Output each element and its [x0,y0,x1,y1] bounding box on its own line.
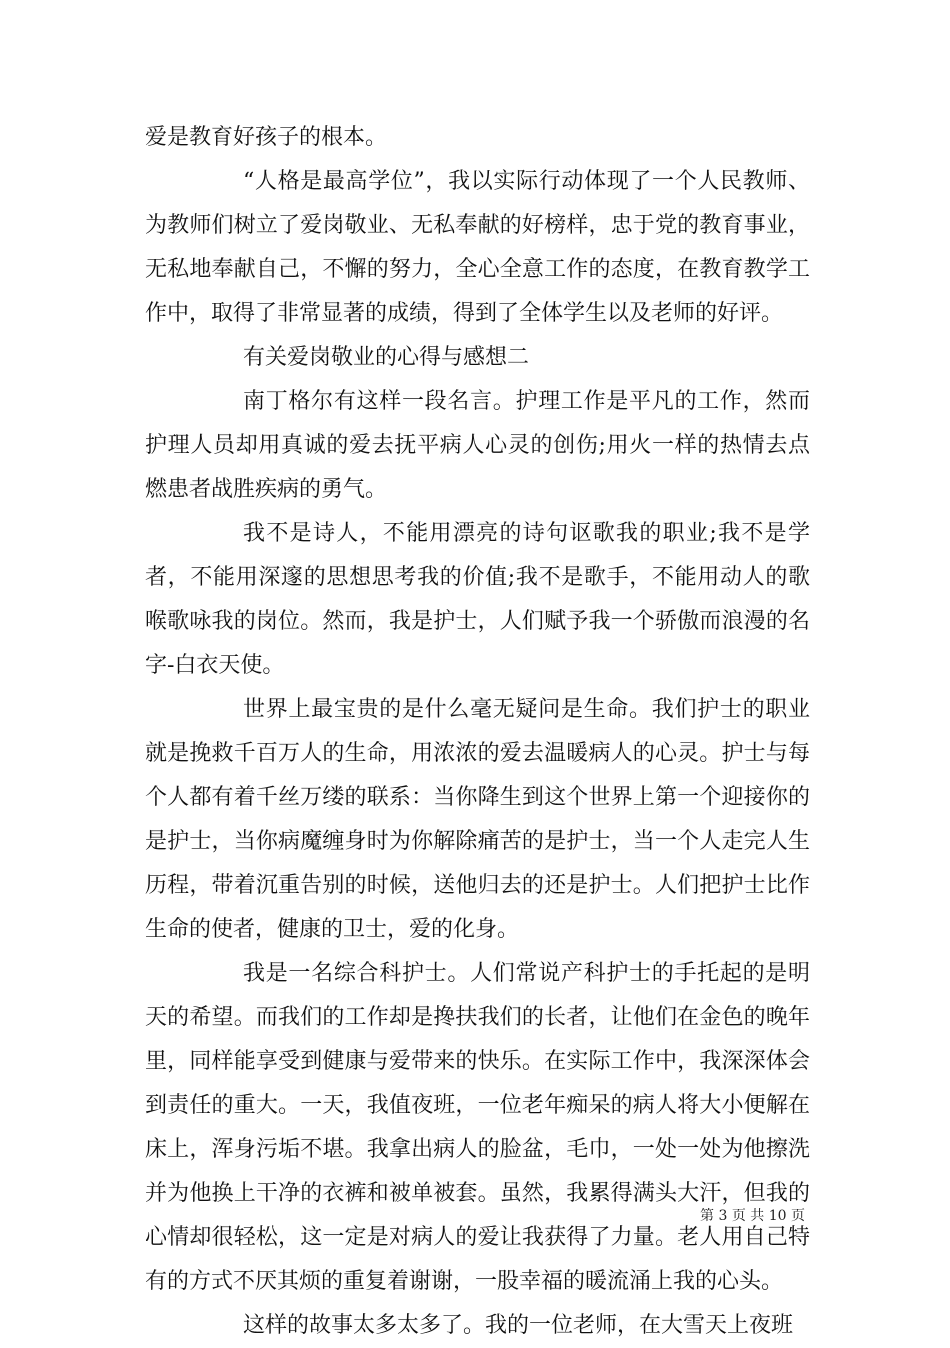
section-heading: 有关爱岗敬业的心得与感想二 [243,345,530,370]
paragraph-6: 世界上最宝贵的是什么毫无疑问是生命。我们护士的职业就是挽救千百万人的生命，用浓浓的爱去温暖病人的心灵。护士与每个人都有着千丝万缕的联系：当你降生到这个世界上第一个迎接你的是护士，当你病魔缠身时为你解除痛苦的是护士，当一个人走完人生历程，带着沉重告别的时候，送他归去的还是护士。人们把护士比作生命的使者，健康的卫士，爱的化身。 [145,697,810,942]
paragraph-8: 这样的故事太多太多了。我的一位老师，在大雪天上夜班 [243,1313,794,1338]
paragraph-5: 我不是诗人，不能用漂亮的诗句讴歌我的职业;我不是学者，不能用深邃的思想思考我的价值;我不是歌手，不能用动人的歌喉歌咏我的岗位。然而，我是护士，人们赋予我一个骄傲而浪漫的名字-白衣天使。 [145,521,810,678]
paragraph-4: 南丁格尔有这样一段名言。护理工作是平凡的工作，然而护理人员却用真诚的爱去抚平病人心灵的创伤;用火一样的热情去点燃患者战胜疾病的勇气。 [145,389,810,502]
page-number-footer: 第 3 页 共 10 页 [700,1208,805,1224]
paragraph-2: “人格是最高学位”，我以实际行动体现了一个人民教师、为教师们树立了爱岗敬业、无私奉献的好榜样，忠于党的教育事业，无私地奉献自己，不懈的努力，全心全意工作的态度，在教育教学工作中，取得了非常显著的成绩，得到了全体学生以及老师的好评。 [145,169,810,326]
paragraph-1: 爱是教育好孩子的根本。 [145,125,388,150]
document-body [145,116,810,1348]
paragraph-7: 我是一名综合科护士。人们常说产科护士的手托起的是明天的希望。而我们的工作却是搀扶我们的长者，让他们在金色的晚年里，同样能享受到健康与爱带来的快乐。在实际工作中，我深深体会到责任的重大。一天，我值夜班，一位老年痴呆的病人将大小便解在床上，浑身污垢不堪。我拿出病人的脸盆，毛巾，一处一处为他擦洗并为他换上干净的衣裤和被单被套。虽然，我累得满头大汗，但我的心情却很轻松，这一定是对病人的爱让我获得了力量。老人用自己特有的方式不厌其烦的重复着谢谢，一股幸福的暖流涌上我的心头。 [145,961,810,1294]
